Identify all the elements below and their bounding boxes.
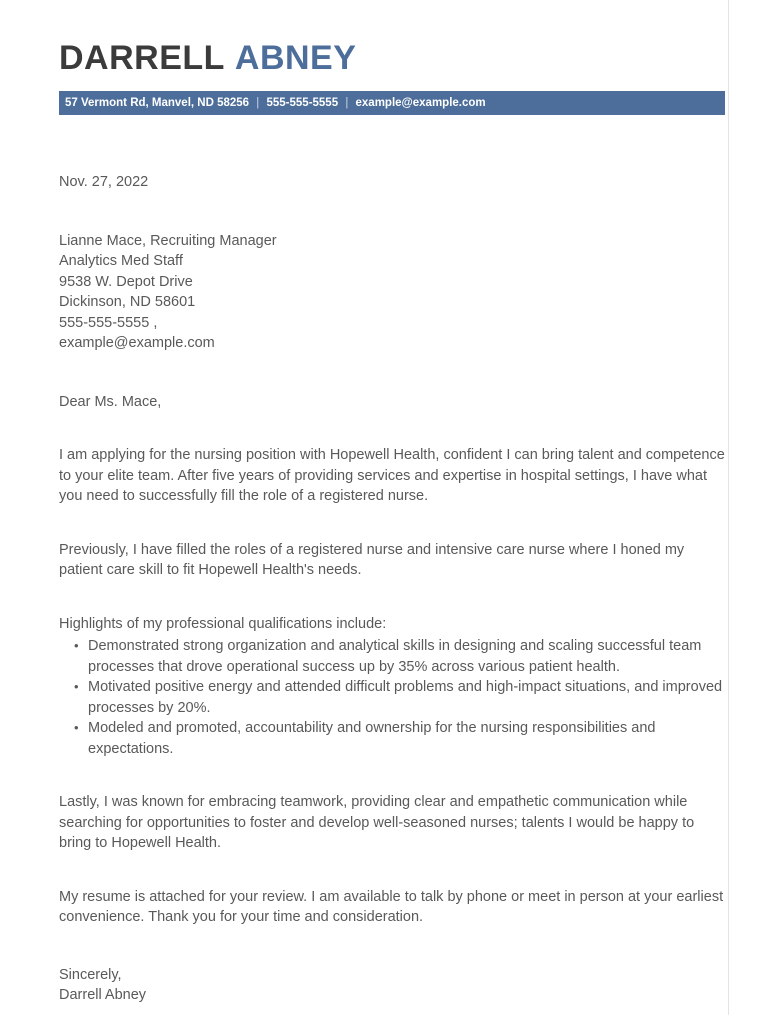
recipient-email: example@example.com — [59, 335, 215, 351]
salutation: Dear Ms. Mace, — [59, 393, 162, 410]
recipient-city-state-zip: Dickinson, ND 58601 — [59, 294, 196, 310]
signature-name: Darrell Abney — [59, 987, 147, 1003]
contact-bar — [59, 91, 725, 115]
body-paragraph-1: I am applying for the nursing position with Hopewell Health, confident I can bring talent and competence to your elite team. After five years of providing services and expertise in hospital settings, I have what you need to successfully fill the role of a registered nurse. — [59, 447, 725, 504]
recipient-name-title: Lianne Mace, Recruiting Manager — [59, 232, 277, 249]
signoff: Sincerely, — [59, 966, 122, 983]
body-paragraph-4: My resume is attached for your review. I am available to talk by phone or meet in person at your earliest convenience. Thank you for your time and consideration. — [59, 888, 724, 925]
recipient-street: 9538 W. Depot Drive — [59, 273, 193, 290]
letter-content — [59, 0, 725, 1006]
contact-phone: 555-555-5555 — [266, 97, 339, 109]
list-item: • Modeled and promoted, accountability and ownership for the nursing responsibilities and expectations. — [59, 718, 725, 759]
letter-body — [59, 115, 725, 1006]
page-edge-line — [728, 0, 729, 1015]
contact-separator-1: | — [256, 97, 260, 109]
highlights-intro: Highlights of my professional qualifications include: — [59, 615, 387, 632]
body-paragraph-2: Previously, I have filled the roles of a registered nurse and intensive care nurse where I honed my patient care skill to fit Hopewell Health's needs. — [59, 541, 685, 578]
recipient-phone: 555-555-5555 , — [59, 314, 158, 331]
list-item: • Demonstrated strong organization and analytical skills in designing and scaling successful team processes that drove operational success up by 35% across various patient health. — [59, 636, 725, 677]
list-item: • Motivated positive energy and attended difficult problems and high-impact situations, and improved processes by 20%. — [59, 677, 725, 718]
name-first: DARRELL — [59, 39, 225, 77]
letter-date: Nov. 27, 2022 — [59, 174, 149, 190]
contact-email: example@example.com — [355, 97, 486, 109]
contact-separator-2: | — [345, 97, 349, 109]
body-paragraph-3: Lastly, I was known for embracing teamwork, providing clear and empathetic communication while searching for opportunities to foster and develop well-seasoned nurses; talents I would be happy to bring to Hopewell Health. — [59, 794, 695, 851]
name-last: ABNEY — [234, 39, 357, 77]
contact-address: 57 Vermont Rd, Manvel, ND 58256 — [65, 97, 250, 109]
recipient-address-block — [59, 193, 725, 354]
recipient-company: Analytics Med Staff — [59, 253, 183, 269]
highlights-list — [59, 634, 725, 759]
signature-block — [59, 928, 725, 1006]
page-title — [59, 0, 725, 80]
